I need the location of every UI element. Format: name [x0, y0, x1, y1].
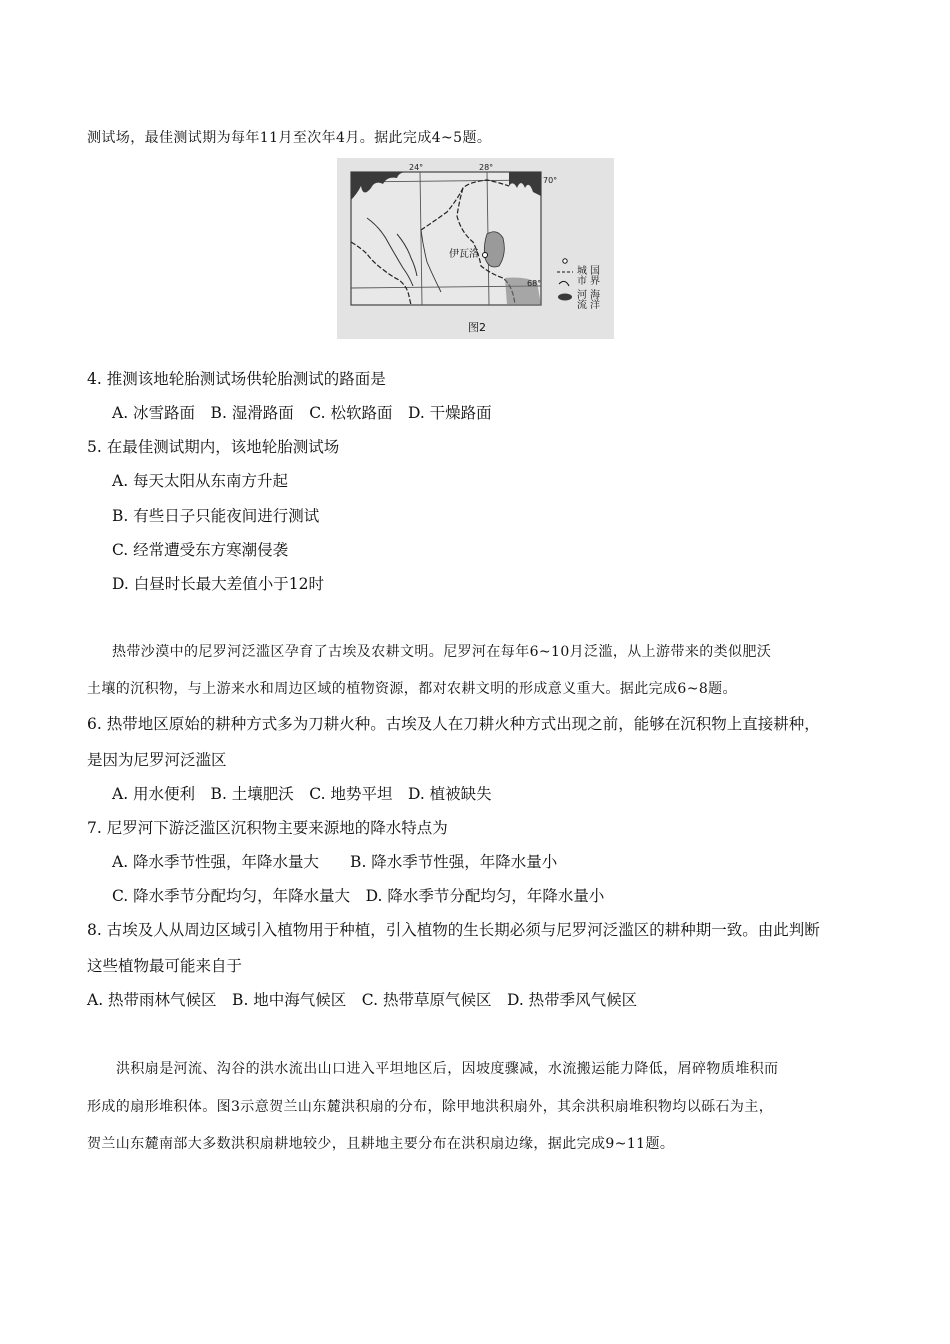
- lat-label-70: 70°: [543, 176, 558, 185]
- figure-caption: 图2: [468, 321, 486, 334]
- map-svg: [337, 158, 614, 339]
- finland-map-figure: [337, 158, 614, 339]
- legend-label-border: 国界: [587, 265, 599, 285]
- nile-passage-line-2: 土壤的沉积物，与上游来水和周边区域的植物资源，都对农耕文明的形成意义重大。据此完成6~8题。: [87, 681, 737, 697]
- ocean-shape-icon: [558, 294, 572, 301]
- q7-stem: 7. 尼罗河下游泛滥区沉积物主要来源地的降水特点为: [87, 819, 448, 837]
- lake: [484, 232, 504, 267]
- q5-stem: 5. 在最佳测试期内，该地轮胎测试场: [87, 438, 340, 456]
- lon-label-28: 28°: [479, 163, 494, 172]
- q6-options: A. 用水便利 B. 土壤肥沃 C. 地势平坦 D. 植被缺失: [112, 785, 492, 803]
- q5-option-d: D. 白昼时长最大差值小于12时: [112, 575, 324, 593]
- q5-option-b: B. 有些日子只能夜间进行测试: [112, 507, 320, 525]
- fan-passage-line-2: 形成的扇形堆积体。图3示意贺兰山东麓洪积扇的分布，除甲地洪积扇外，其余洪积扇堆积物均以砾石为主，: [87, 1099, 774, 1115]
- river-line-icon: [559, 281, 569, 286]
- legend-label-river: 河流: [574, 289, 586, 309]
- legend-label-ocean: 海洋: [587, 289, 599, 309]
- q5-option-c: C. 经常遭受东方寒潮侵袭: [112, 541, 289, 559]
- q8-stem-line-1: 8. 古埃及人从周边区域引入植物用于种植，引入植物的生长期必须与尼罗河泛滥区的耕种期一致。由此判断: [87, 921, 820, 939]
- q8-options: A. 热带雨林气候区 B. 地中海气候区 C. 热带草原气候区 D. 热带季风气候区: [87, 991, 638, 1009]
- nile-passage-line-1: 热带沙漠中的尼罗河泛滥区孕育了古埃及农耕文明。尼罗河在每年6~10月泛滥，从上游带来的类似肥沃: [112, 644, 772, 660]
- q6-stem-line-1: 6. 热带地区原始的耕种方式多为刀耕火种。古埃及人在刀耕火种方式出现之前，能够在沉积物上直接耕种，: [87, 715, 820, 733]
- legend-city-circle-icon: [563, 259, 567, 263]
- fan-passage-line-3: 贺兰山东麓南部大多数洪积扇耕地较少，且耕地主要分布在洪积扇边缘，据此完成9~11题。: [87, 1136, 675, 1152]
- city-circle-icon: [483, 253, 488, 258]
- q6-stem-line-2: 是因为尼罗河泛滥区: [87, 751, 227, 769]
- q7-options-cd: C. 降水季节分配均匀，年降水量大 D. 降水季节分配均匀，年降水量小: [112, 887, 605, 905]
- q8-stem-line-2: 这些植物最可能来自于: [87, 957, 243, 975]
- lon-label-24: 24°: [409, 163, 424, 172]
- legend-label-city: 城市: [574, 265, 586, 285]
- q4-stem: 4. 推测该地轮胎测试场供轮胎测试的路面是: [87, 370, 386, 388]
- q5-option-a: A. 每天太阳从东南方升起: [112, 472, 289, 490]
- q7-options-ab: A. 降水季节性强，年降水量大 B. 降水季节性强，年降水量小: [112, 853, 558, 871]
- fan-passage-line-1: 洪积扇是河流、沟谷的洪水流出山口进入平坦地区后，因坡度骤减，水流搬运能力降低，屑碎物质堆积而: [116, 1061, 779, 1077]
- city-label: 伊瓦洛: [449, 249, 479, 260]
- q4-options: A. 冰雪路面 B. 湿滑路面 C. 松软路面 D. 干燥路面: [112, 404, 492, 422]
- lat-label-68: 68°: [527, 279, 542, 288]
- intro-tail: 测试场，最佳测试期为每年11月至次年4月。据此完成4~5题。: [87, 130, 492, 146]
